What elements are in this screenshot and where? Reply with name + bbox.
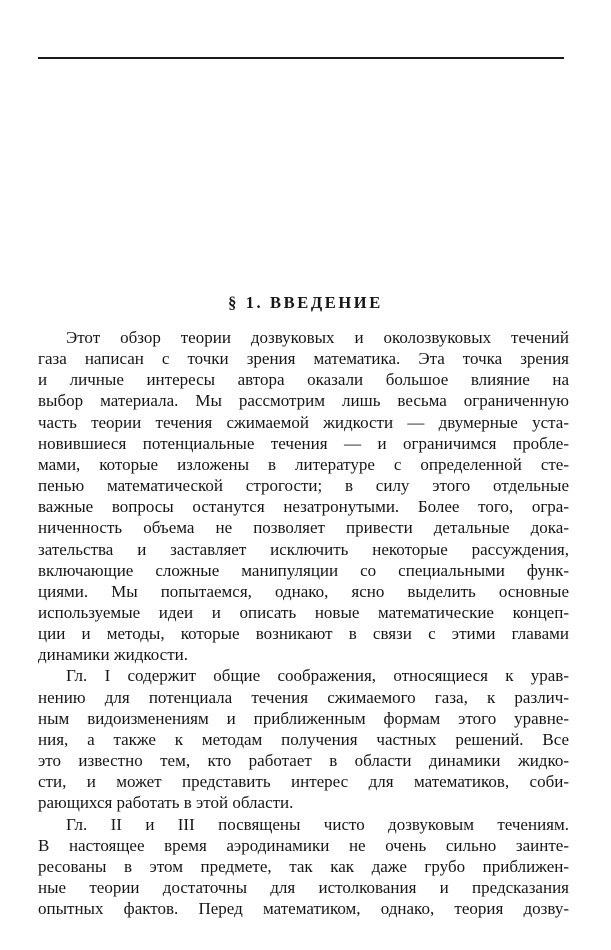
text-line: рающихся работать в этой области. (38, 793, 294, 813)
text-line: и личные интересы автора оказали большое влияние на (38, 370, 569, 390)
text-line: опытных фактов. Перед математиком, однако, теория дозву- (38, 899, 569, 918)
text-line: включающие сложные манипуляции со специальными функ- (38, 560, 569, 580)
text-line: новившиеся потенциальные течения — и ограничимся пробле- (38, 433, 569, 453)
text-line: ным видоизменениям и приближенным формам этого уравне- (38, 708, 569, 728)
top-rule (38, 57, 564, 59)
text-line: сти, и может представить интерес для математиков, соби- (38, 772, 569, 792)
text-line: ции и методы, которые возникают в связи с этими главами (38, 624, 569, 644)
text-line: ния, а также к методам получения частных решений. Все (38, 729, 569, 749)
text-line: Гл. II и III посвящены чисто дозвуковым течениям. (66, 814, 569, 834)
text-line: циями. Мы попытаемся, однако, ясно выделить основные (38, 581, 569, 601)
text-line: ные теории достаточны для истолкования и предсказания (38, 877, 569, 897)
text-line: динамики жидкости. (38, 645, 188, 665)
section-heading: § 1. ВВЕДЕНИЕ (228, 293, 383, 312)
text-line: используемые идеи и описать новые математические концеп- (38, 603, 569, 622)
text-line: Гл. I содержит общие соображения, относящиеся к урав- (66, 666, 569, 686)
text-line: газа написан с точки зрения математика. Эта точка зрения (38, 349, 569, 369)
text-line: мами, которые изложены в литературе с определенной сте- (38, 454, 569, 474)
text-line: часть теории течения сжимаемой жидкости — двумерные уста- (38, 412, 569, 432)
text-line: нению для потенциала течения сжимаемого газа, к различ- (38, 687, 569, 707)
text-line: пенью математической строгости; в силу этого отдельные (38, 476, 569, 495)
text-line: зательства и заставляет исключить некоторые рассуждения, (38, 539, 569, 559)
text-line: Этот обзор теории дозвуковых и околозвуковых течений (66, 328, 569, 347)
text-line: ниченность объема не позволяет привести детальные дока- (38, 518, 569, 538)
text-line: выбор материала. Мы рассмотрим лишь весьма ограниченную (38, 391, 569, 411)
text-line: важные вопросы останутся незатронутыми. Более того, огра- (38, 497, 569, 517)
text-line: ресованы в этом предмете, так как даже грубо приближен- (38, 856, 569, 876)
text-line: В настоящее время аэродинамики не очень сильно заинте- (38, 835, 569, 855)
text-line: это известно тем, кто работает в области динамики жидко- (38, 751, 569, 770)
